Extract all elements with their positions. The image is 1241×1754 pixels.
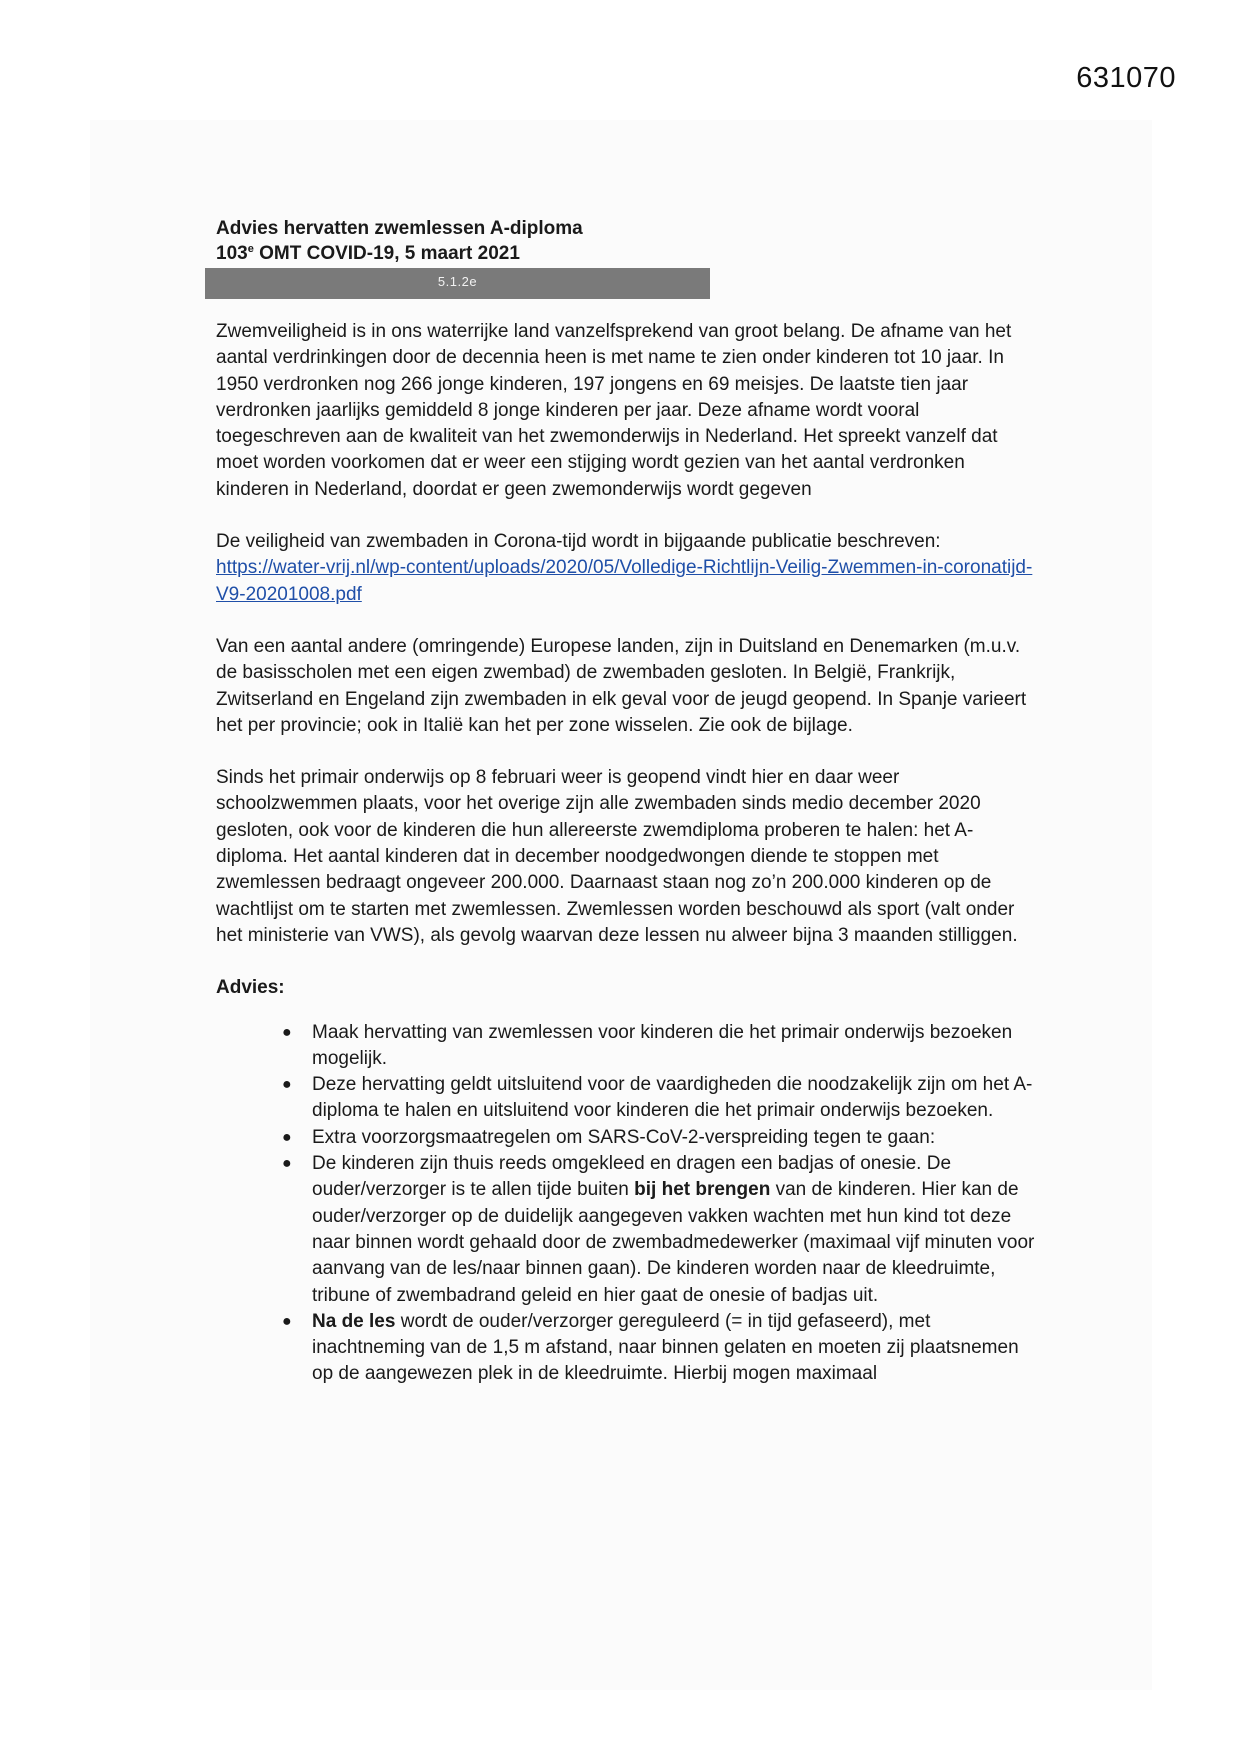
- list-item: ● Deze hervatting geldt uitsluitend voor de vaardigheden die noodzakelijk zijn om het A-diploma te halen en uitsluitend voor kinderen die het primair onderwijs bezoeken.: [282, 1074, 1033, 1122]
- redaction-bar: 5.1.2e: [205, 268, 710, 299]
- document-body: [216, 319, 1036, 1388]
- list-item: ● Extra voorzorgsmaatregelen om SARS-CoV-2-verspreiding tegen te gaan:: [216, 1125, 1036, 1151]
- bullet-icon: ●: [282, 1076, 292, 1094]
- paragraph-primair-onderwijs: Sinds het primair onderwijs op 8 februari weer is geopend vindt hier en daar weer schoolzwemmen plaats, voor het overige zijn alle zwembaden sinds medio december 2020 gesloten, ook voor de kinderen die hun allereerste zwemdiploma proberen te halen: het A-diploma. Het aantal kinderen dat in december noodgedwongen diende te stoppen met zwemlessen bedraagt ongeveer 200.000. Daarnaast staan nog zo’n 200.000 kinderen op de wachtlijst om te starten met zwemlessen. Zwemlessen worden beschouwd als sport (valt onder het ministerie van VWS), als gevolg waarvan deze lessen nu alweer bijna 3 maanden stilliggen.: [216, 767, 1018, 946]
- bullet-icon: ●: [282, 1128, 292, 1146]
- bullet-icon: ●: [282, 1312, 292, 1330]
- paragraph-zwemveiligheid: Zwemveiligheid is in ons waterrijke land vanzelfsprekend van groot belang. De afname van het aantal verdrinkingen door de decennia heen is met name te zien onder kinderen tot 10 jaar. In 1950 verdronken nog 266 jonge kinderen, 197 jongens en 69 meisjes. De laatste tien jaar verdronken jaarlijks gemiddeld 8 jonge kinderen per jaar. Deze afname wordt vooral toegeschreven aan de kwaliteit van het zwemonderwijs in Nederland. Het spreekt vanzelf dat moet worden voorkomen dat er weer een stijging wordt gezien van het aantal verdronken kinderen in Nederland, doordat er geen zwemonderwijs wordt gegeven: [216, 321, 1012, 500]
- document-title: Advies hervatten zwemlessen A-diploma: [216, 218, 583, 239]
- list-item: ● De kinderen zijn thuis reeds omgekleed en dragen een badjas of onesie. De ouder/verzorger is te allen tijde buiten bij het brengen van de kinderen. Hier kan de ouder/verzorger op de duidelijk aangegeven vakken wachten met hun kind tot deze naar binnen wordt gehaald door de zwembadmedewerker (maximaal vijf minuten voor aanvang van de les/naar binnen gaan). De kinderen worden naar de kleedruimte, tribune of zwembadrand geleid en hier gaat de onesie of badjas uit.: [282, 1153, 1035, 1306]
- bullet-icon: ●: [282, 1155, 292, 1173]
- list-item: ● Maak hervatting van zwemlessen voor kinderen die het primair onderwijs bezoeken mogelijk.: [282, 1021, 1013, 1069]
- publication-link[interactable]: https://water-vrij.nl/wp-content/uploads/2020/05/Volledige-Richtlijn-Veilig-Zwemmen-in-coronatijd-V9-20201008.pdf: [216, 557, 1033, 605]
- list-item: ● Na de les wordt de ouder/verzorger gereguleerd (= in tijd gefaseerd), met inachtneming van de 1,5 m afstand, naar binnen gelaten en moeten zij plaatsnemen op de aangewezen plek in de kleedruimte. Hierbij mogen maximaal: [282, 1310, 1019, 1385]
- paragraph-veiligheid-zwembaden: De veiligheid van zwembaden in Corona-tijd wordt in bijgaande publicatie beschreven: https://water-vrij.nl/wp-content/uploads/2020/05/Volledige-Richtlijn-Veilig-Zwemmen-in-coronatijd-V9-20201008.pdf: [216, 531, 1033, 605]
- document-number: 631070: [1076, 62, 1176, 94]
- advies-heading: Advies:: [216, 977, 285, 999]
- paragraph-europese-landen: Van een aantal andere (omringende) Europese landen, zijn in Duitsland en Denemarken (m.u.v. de basisscholen met een eigen zwembad) de zwembaden gesloten. In België, Frankrijk, Zwitserland en Engeland zijn zwembaden in elk geval voor de jeugd geopend. In Spanje varieert het per provincie; ook in Italië kan het per zone wisselen. Zie ook de bijlage.: [216, 635, 1027, 736]
- bullet-icon: ●: [282, 1023, 292, 1041]
- document-subtitle: 103e OMT COVID-19, 5 maart 2021: [216, 243, 520, 264]
- advies-list: [216, 1020, 1036, 1388]
- document-header: [216, 216, 1056, 266]
